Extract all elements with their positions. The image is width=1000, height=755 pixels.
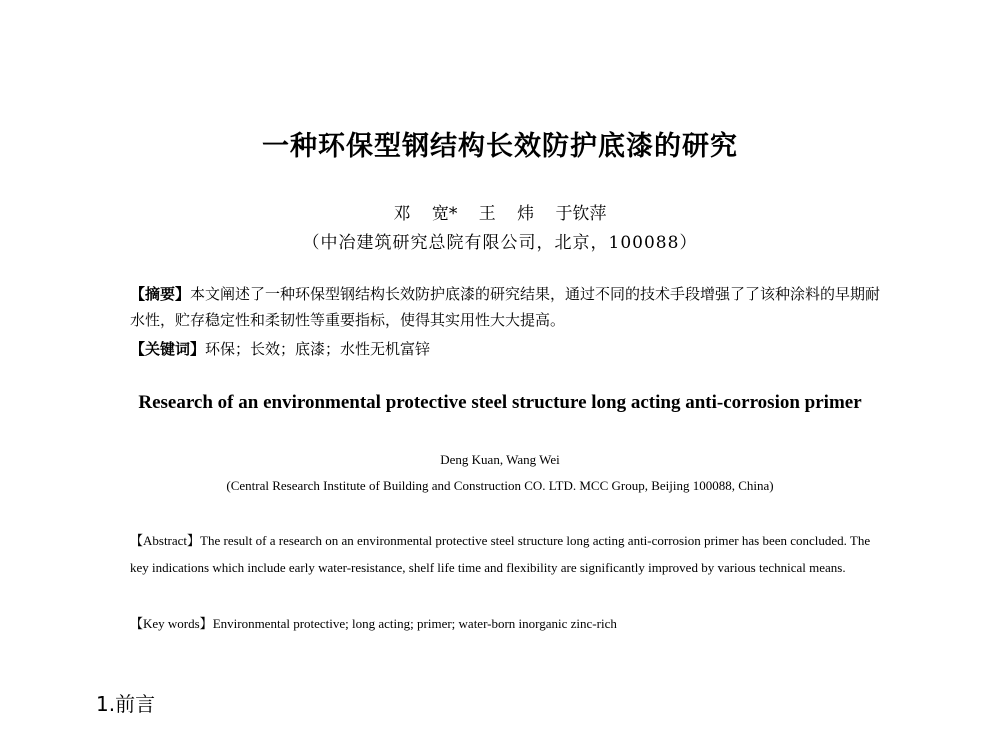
keywords-english-text: Environmental protective; long acting; primer; water-born inorganic zinc-rich (212, 616, 617, 631)
keywords-chinese-label: 【关键词】 (130, 340, 206, 358)
section-heading-introduction: 1.前言 (96, 692, 156, 716)
abstract-chinese-label: 【摘要】 (130, 285, 191, 303)
keywords-chinese (130, 336, 890, 362)
body-text-cutoff (130, 738, 890, 755)
paper-title-chinese: 一种环保型钢结构长效防护底漆的研究 (262, 131, 738, 162)
abstract-english-text: The result of a research on an environmental protective steel structure long acting anti-corrosion primer has been concluded. The key indications which include early water-resistance, shelf life time and flexibility are significantly improved by various technical means. (130, 533, 871, 575)
abstract-english (130, 527, 890, 581)
affiliation-chinese: （中冶建筑研究总院有限公司，北京，100088） (302, 233, 698, 253)
keywords-english (130, 610, 890, 637)
keywords-english-label: 【Key words】 (130, 616, 213, 631)
paper-title-english: Research of an environmental protective steel structure long acting anti-corrosion primer (138, 392, 862, 413)
authors-chinese: 邓 宽* 王 炜 于钦萍 (393, 204, 607, 224)
abstract-chinese (130, 281, 890, 333)
abstract-english-label: 【Abstract】 (130, 533, 201, 548)
authors-english: Deng Kuan, Wang Wei (440, 452, 560, 467)
keywords-chinese-text: 环保；长效；底漆；水性无机富锌 (205, 340, 431, 358)
affiliation-english: (Central Research Institute of Building and Construction CO. LTD. MCC Group, Beijing 100088, China) (226, 478, 774, 493)
abstract-chinese-text: 本文阐述了一种环保型钢结构长效防护底漆的研究结果，通过不同的技术手段增强了了该种涂料的早期耐水性，贮存稳定性和柔韧性等重要指标，使得其实用性大大提高。 (130, 285, 881, 329)
